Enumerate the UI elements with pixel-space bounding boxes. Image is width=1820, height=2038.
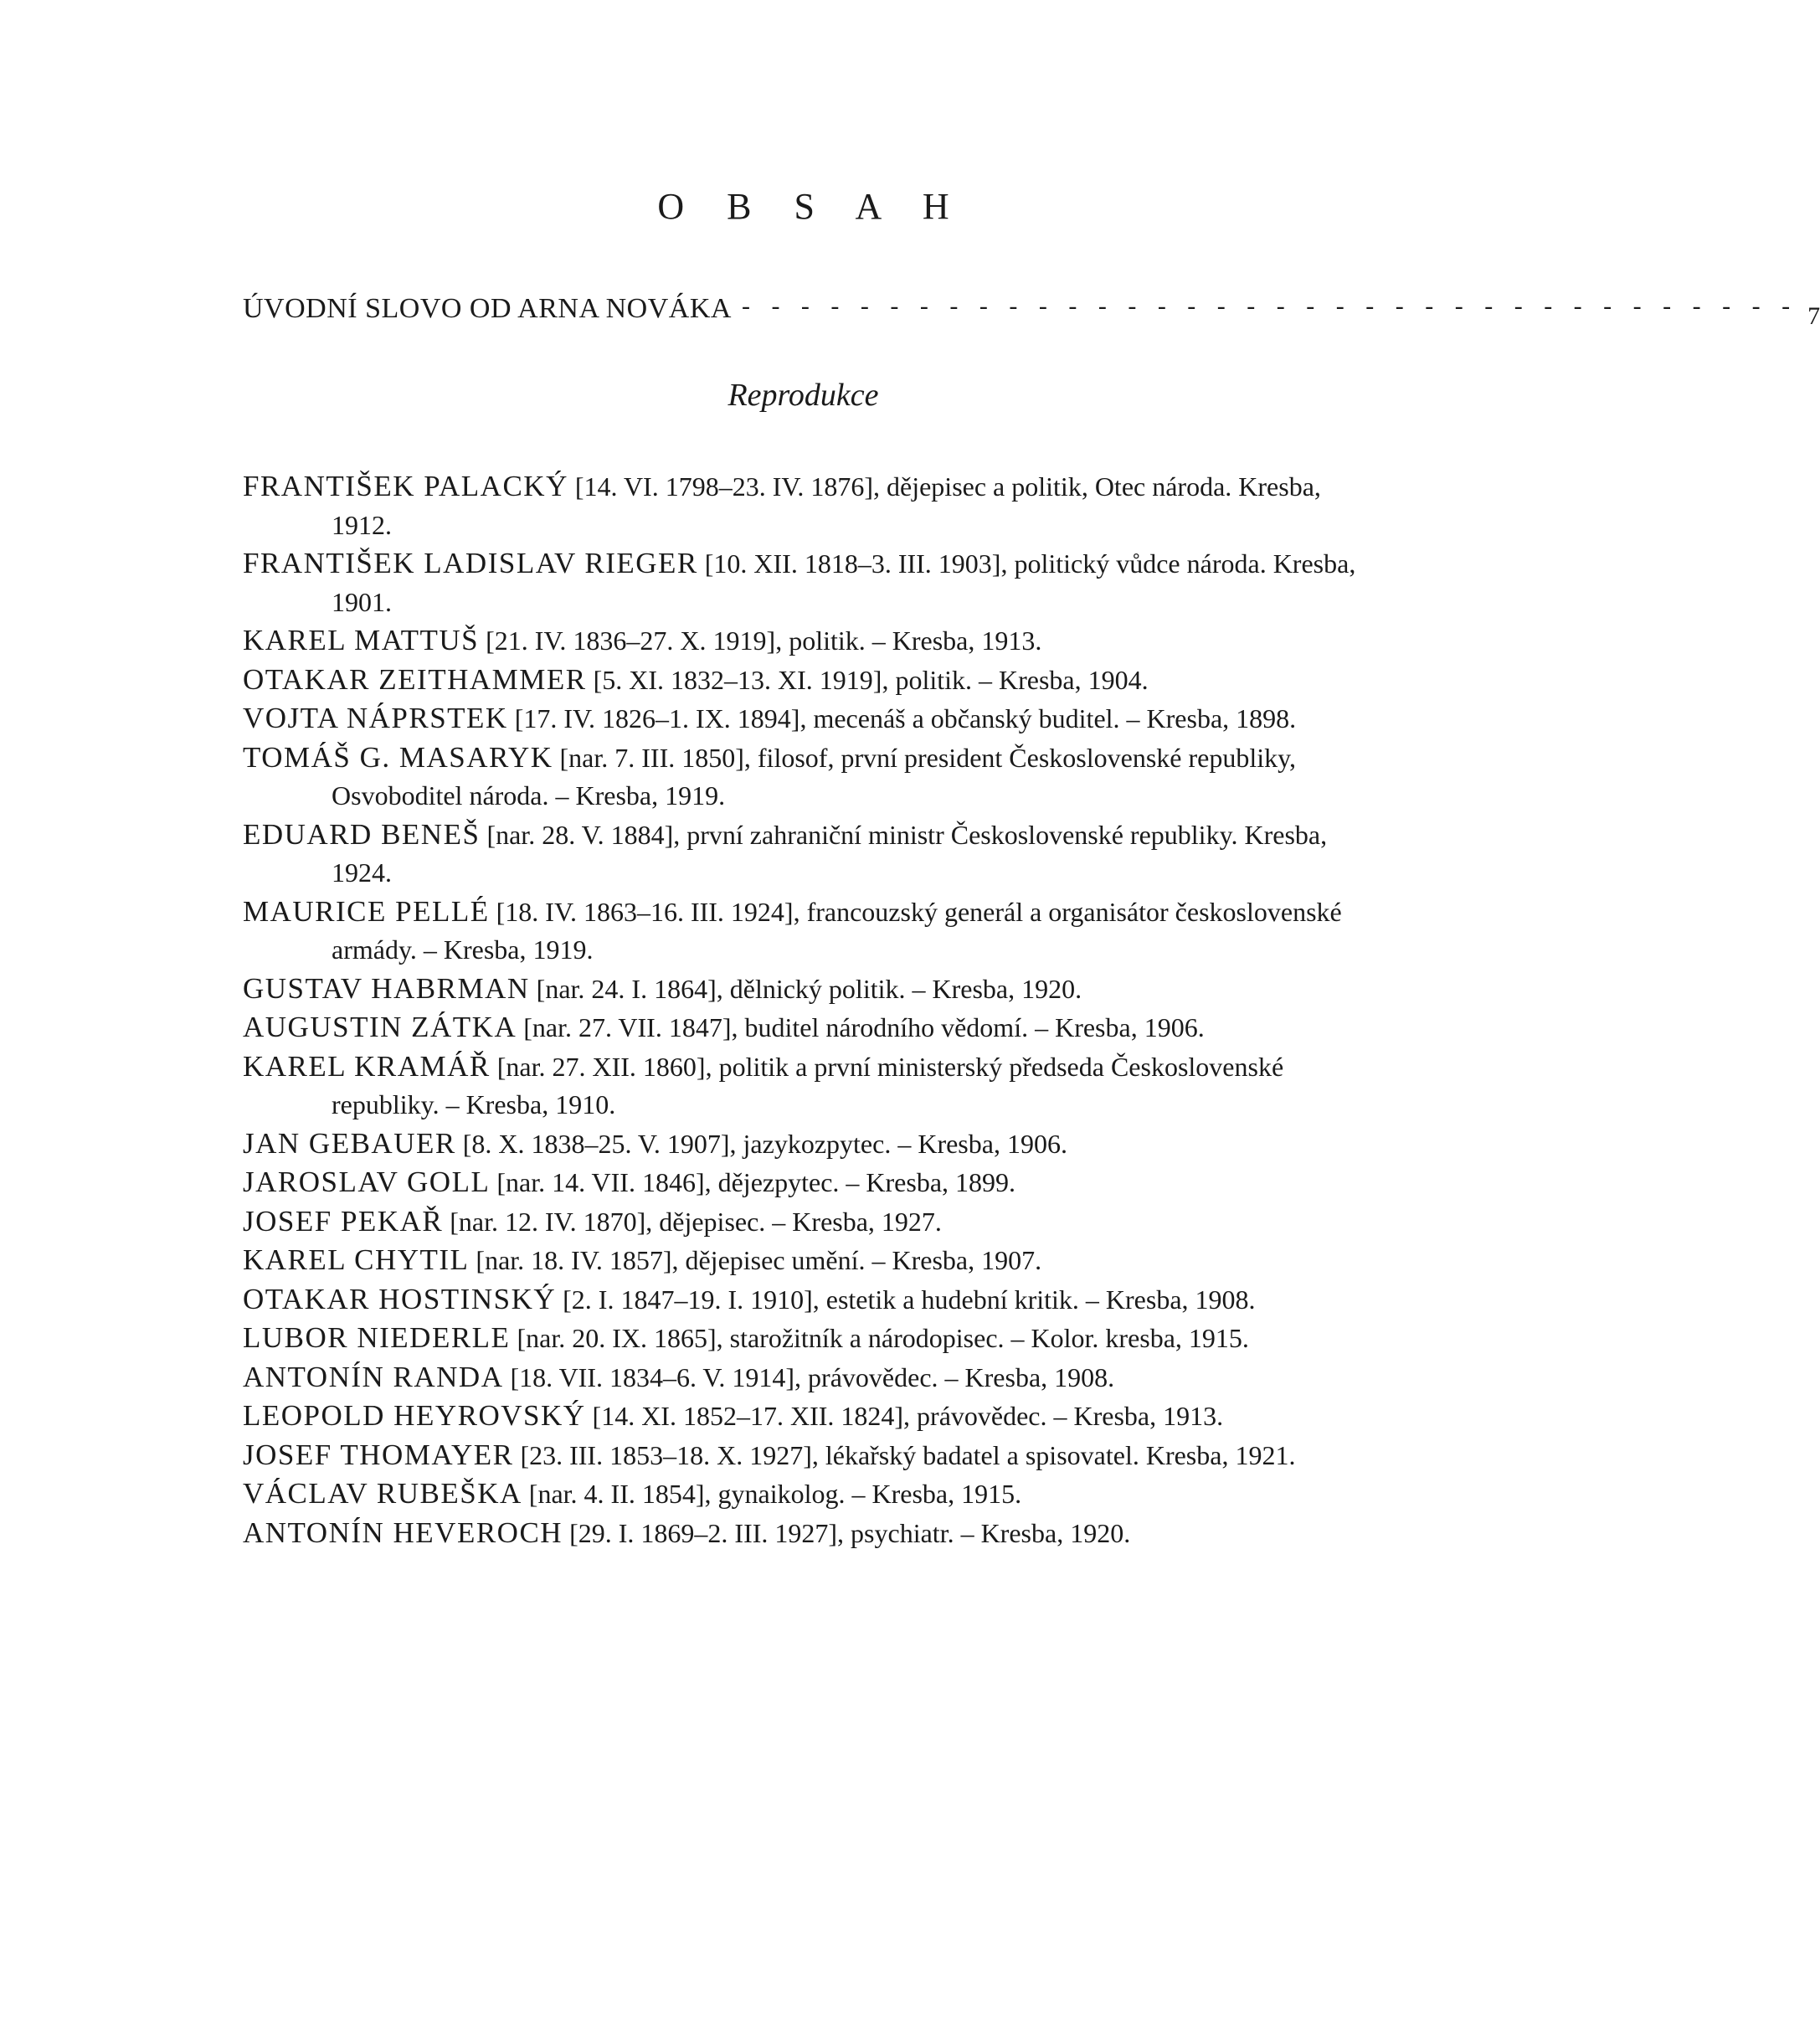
dot-leader: - - - - - - - - - - - - - - - - - - - - - - - - - - - - - - - - - - - -	[741, 292, 1798, 320]
intro-page-number: 7	[1807, 302, 1820, 330]
entry-text: [29. I. 1869–2. III. 1927], psychiatr. – Kresba, 1920.	[569, 1517, 1131, 1548]
entry-text: [nar. 18. IV. 1857], dějepisec umění. – Kresba, 1907.	[476, 1245, 1042, 1275]
intro-label: ÚVODNÍ SLOVO OD ARNA NOVÁKA	[243, 293, 732, 324]
reproduction-list	[243, 467, 1356, 1552]
entry-name: AUGUSTIN ZÁTKA	[243, 1011, 517, 1043]
entry-name: FRANTIŠEK PALACKÝ	[243, 470, 568, 502]
entry-text: [14. VI. 1798–23. IV. 1876], dějepisec a politik, Otec národa. Kresba, 1912.	[332, 471, 1321, 540]
list-item	[243, 970, 1356, 1009]
list-item	[243, 893, 1356, 970]
list-item	[243, 1202, 1356, 1242]
list-item	[243, 1047, 1356, 1125]
list-item	[243, 1319, 1356, 1358]
entry-name: VÁCLAV RUBEŠKA	[243, 1477, 522, 1510]
entry-name: VOJTA NÁPRSTEK	[243, 702, 508, 734]
page-title: O B S A H	[657, 186, 966, 227]
list-item	[243, 467, 1356, 544]
list-item	[243, 1514, 1356, 1553]
entry-text: [nar. 12. IV. 1870], dějepisec. – Kresba, 1927.	[450, 1206, 942, 1237]
entry-text: [18. VII. 1834–6. V. 1914], právovědec. – Kresba, 1908.	[510, 1361, 1115, 1392]
entry-name: JOSEF PEKAŘ	[243, 1204, 444, 1238]
entry-name: OTAKAR HOSTINSKÝ	[243, 1282, 557, 1315]
entry-text: [nar. 7. III. 1850], filosof, první president Československé republiky, Osvoboditel národa. – Kresba, 1919.	[332, 742, 1297, 811]
entry-text: [5. XI. 1832–13. XI. 1919], politik. – Kresba, 1904.	[593, 664, 1149, 695]
entry-text: [nar. 27. VII. 1847], buditel národního vědomí. – Kresba, 1906.	[523, 1012, 1205, 1042]
list-item	[243, 1397, 1356, 1436]
entry-name: JAN GEBAUER	[243, 1126, 456, 1160]
entry-name: FRANTIŠEK LADISLAV RIEGER	[243, 547, 698, 579]
entry-text: [nar. 14. VII. 1846], dějezpytec. – Kresba, 1899.	[496, 1167, 1016, 1197]
entry-text: [nar. 20. IX. 1865], starožitník a národopisec. – Kolor. kresba, 1915.	[517, 1323, 1249, 1353]
entry-name: KAREL KRAMÁŘ	[243, 1049, 491, 1083]
entry-text: [nar. 24. I. 1864], dělnický politik. – Kresba, 1920.	[536, 973, 1082, 1004]
toc-intro-entry	[243, 292, 1820, 330]
entry-name: LEOPOLD HEYROVSKÝ	[243, 1399, 586, 1432]
entry-text: [8. X. 1838–25. V. 1907], jazykozpytec. – Kresba, 1906.	[462, 1128, 1067, 1159]
entry-text: [10. XII. 1818–3. III. 1903], politický vůdce národa. Kresba, 1901.	[332, 548, 1356, 617]
section-heading: Reprodukce	[727, 378, 879, 413]
entry-name: ANTONÍN RANDA	[243, 1360, 504, 1393]
list-item	[243, 1358, 1356, 1397]
entry-name: LUBOR NIEDERLE	[243, 1321, 511, 1354]
list-item	[243, 1280, 1356, 1320]
entry-text: [nar. 28. V. 1884], první zahraniční ministr Československé republiky. Kresba, 1924.	[332, 819, 1328, 888]
entry-text: [2. I. 1847–19. I. 1910], estetik a hudební kritik. – Kresba, 1908.	[563, 1284, 1256, 1315]
entry-text: [18. IV. 1863–16. III. 1924], francouzský generál a organisátor československé armády. – Kresba, 1919.	[332, 896, 1342, 965]
entry-text: [17. IV. 1826–1. IX. 1894], mecenáš a občanský buditel. – Kresba, 1898.	[514, 703, 1297, 733]
entry-name: GUSTAV HABRMAN	[243, 971, 530, 1005]
entry-text: [nar. 4. II. 1854], gynaikolog. – Kresba, 1915.	[528, 1479, 1022, 1509]
entry-name: JAROSLAV GOLL	[243, 1166, 491, 1198]
list-item	[243, 699, 1356, 739]
entry-name: EDUARD BENEŠ	[243, 817, 481, 851]
entry-text: [nar. 27. XII. 1860], politik a první ministerský předseda Československé republiky. – Kresba, 1910.	[332, 1051, 1284, 1119]
entry-name: JOSEF THOMAYER	[243, 1438, 514, 1471]
list-item	[243, 816, 1356, 893]
entry-text: [14. XI. 1852–17. XII. 1824], právovědec. – Kresba, 1913.	[592, 1401, 1224, 1431]
list-item	[243, 1436, 1356, 1475]
list-item	[243, 544, 1356, 621]
entry-name: MAURICE PELLÉ	[243, 894, 490, 928]
entry-name: ANTONÍN HEVEROCH	[243, 1516, 563, 1549]
entry-text: [23. III. 1853–18. X. 1927], lékařský badatel a spisovatel. Kresba, 1921.	[520, 1439, 1296, 1470]
list-item	[243, 1008, 1356, 1047]
entry-name: KAREL CHYTIL	[243, 1243, 470, 1276]
list-item	[243, 1474, 1356, 1514]
list-item	[243, 1163, 1356, 1202]
entry-name: TOMÁŠ G. MASARYK	[243, 740, 553, 774]
entry-name: KAREL MATTUŠ	[243, 624, 480, 656]
list-item	[243, 1125, 1356, 1164]
entry-text: [21. IV. 1836–27. X. 1919], politik. – Kresba, 1913.	[486, 625, 1042, 656]
entry-name: OTAKAR ZEITHAMMER	[243, 662, 587, 696]
list-item	[243, 739, 1356, 816]
list-item	[243, 661, 1356, 700]
list-item	[243, 1241, 1356, 1280]
list-item	[243, 621, 1356, 661]
